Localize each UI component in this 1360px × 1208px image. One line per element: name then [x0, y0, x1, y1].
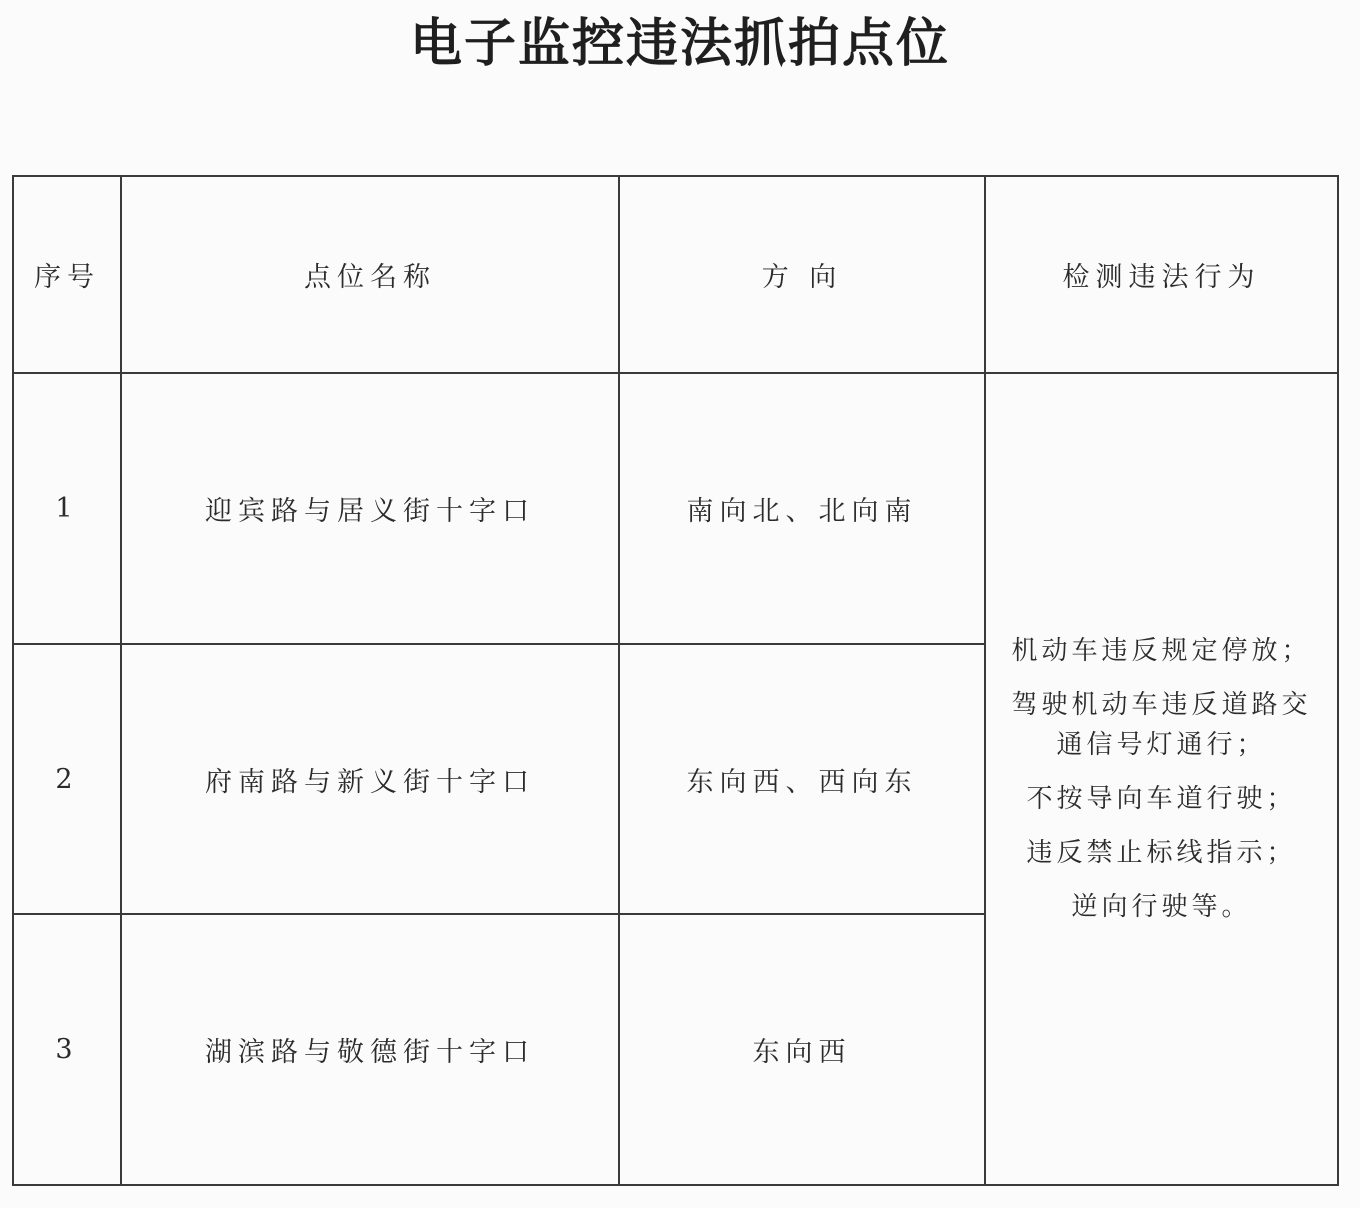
- behavior-item: 不按导向车道行驶；: [1026, 784, 1297, 815]
- header-violation-behavior: 检测违法行为: [985, 176, 1338, 373]
- cell-direction: 南向北、北向南: [619, 373, 985, 644]
- header-serial-number: 序号: [13, 176, 121, 373]
- cell-direction: 东向西、西向东: [619, 644, 985, 915]
- table-row: [13, 373, 1338, 644]
- cell-serial-number: 2: [13, 644, 121, 915]
- behavior-item: 违反禁止标线指示；: [1026, 838, 1297, 869]
- header-point-name: 点位名称: [121, 176, 619, 373]
- behavior-item: 机动车违反规定停放；: [1011, 636, 1312, 667]
- behavior-list: [986, 631, 1337, 927]
- cell-violation-behaviors: [985, 373, 1338, 1185]
- cell-point-name: 湖滨路与敬德街十字口: [121, 914, 619, 1185]
- cell-serial-number: 3: [13, 914, 121, 1185]
- behavior-item: 逆向行驶等。: [1071, 892, 1252, 923]
- cell-point-name: 迎宾路与居义街十字口: [121, 373, 619, 644]
- cell-point-name: 府南路与新义街十字口: [121, 644, 619, 915]
- behavior-item: 驾驶机动车违反道路交通信号灯通行；: [1011, 690, 1312, 761]
- cell-serial-number: 1: [13, 373, 121, 644]
- page-title: 电子监控违法抓拍点位: [409, 14, 950, 74]
- table-header-row: [13, 176, 1338, 373]
- enforcement-points-table: [12, 175, 1339, 1186]
- header-direction: 方 向: [619, 176, 985, 373]
- cell-direction: 东向西: [619, 914, 985, 1185]
